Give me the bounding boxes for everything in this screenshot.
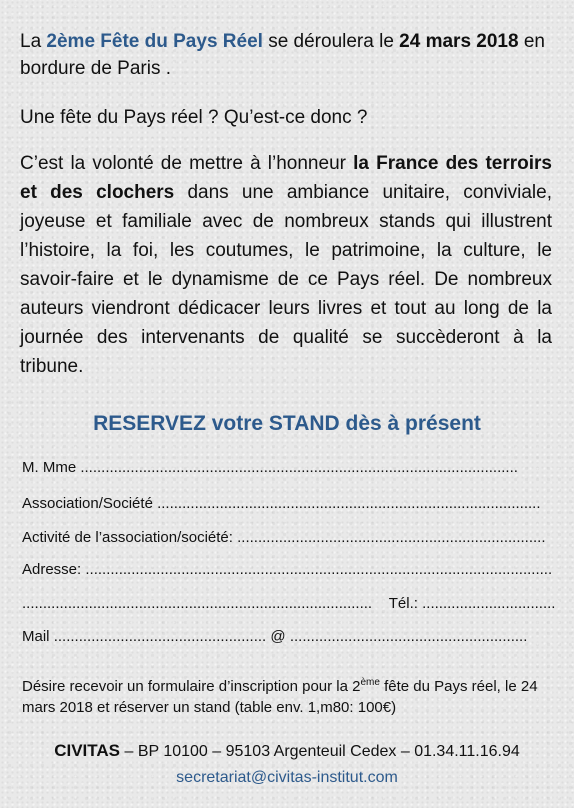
description-paragraph (20, 149, 552, 381)
address-field[interactable]: ................................................................................................................ (85, 561, 553, 578)
event-date: 24 mars 2018 (399, 31, 519, 52)
form-row-name (22, 458, 518, 478)
description-text-2: dans une ambiance unitaire, conviviale, joyeuse et familiale avec de nombreux stands qui illustrent l’histoire, la foi, les coutumes, le patrimoine, la culture, le savoir-faire et le dynamisme de ce Pays réel. De nombreux auteurs viendront dédicacer leurs livres et tout au long de la journée des intervenants de qualité se succèderont à la tribune. (20, 182, 552, 377)
request-superscript: ème (360, 677, 380, 688)
intro-text-2: se déroulera le (262, 31, 400, 52)
form-row-mail (22, 627, 527, 647)
request-text-1: Désire recevoir un formulaire d’inscription pour la 2 (22, 678, 361, 695)
org-name: CIVITAS (54, 741, 121, 760)
description-text-1: C’est la volonté de mettre à l’honneur (20, 153, 354, 174)
description-highlight: la France des terroirs et des clochers (20, 153, 552, 203)
phone-label: Tél.: (388, 595, 418, 612)
question-line: Une fête du Pays réel ? Qu’est-ce donc ? (20, 107, 368, 128)
intro-paragraph (20, 28, 556, 82)
association-field[interactable]: ............................................................................................ (157, 495, 541, 512)
request-text-2: fête du Pays réel, le 24 mars 2018 et réserver un stand (table env. 1,m80: 100€) (22, 678, 538, 716)
form-row-address-phone (22, 594, 555, 614)
mail-label: Mail (22, 628, 50, 645)
form-row-association (22, 494, 541, 514)
association-label: Association/Société (22, 495, 153, 512)
phone-field[interactable]: ................................ (422, 595, 556, 612)
footer-contact (0, 740, 574, 763)
request-paragraph (22, 676, 552, 718)
contact-email[interactable]: secretariat@civitas-institut.com (176, 769, 398, 786)
address-line-2-field[interactable]: .................................................................................... (22, 595, 373, 612)
mail-user-field[interactable]: ................................................... (53, 628, 267, 645)
form-row-address (22, 560, 552, 580)
event-name: 2ème Fête du Pays Réel (46, 31, 263, 52)
intro-text-1: La (20, 31, 47, 52)
org-address: – BP 10100 – 95103 Argenteuil Cedex – 01.34.11.16.94 (120, 743, 520, 760)
name-field[interactable]: ......................................................................................................... (80, 459, 518, 476)
intro-text-3: en bordure de Paris . (20, 31, 545, 79)
name-label: M. Mme (22, 459, 77, 476)
at-sign: @ (270, 628, 286, 645)
mail-domain-field[interactable]: ......................................................... (289, 628, 528, 645)
activity-label: Activité de l’association/société: (22, 529, 233, 546)
activity-field[interactable]: .......................................................................... (237, 529, 546, 546)
reserve-heading: RESERVEZ votre STAND dès à présent (93, 412, 481, 435)
address-label: Adresse: (22, 561, 82, 578)
form-row-activity (22, 528, 546, 548)
